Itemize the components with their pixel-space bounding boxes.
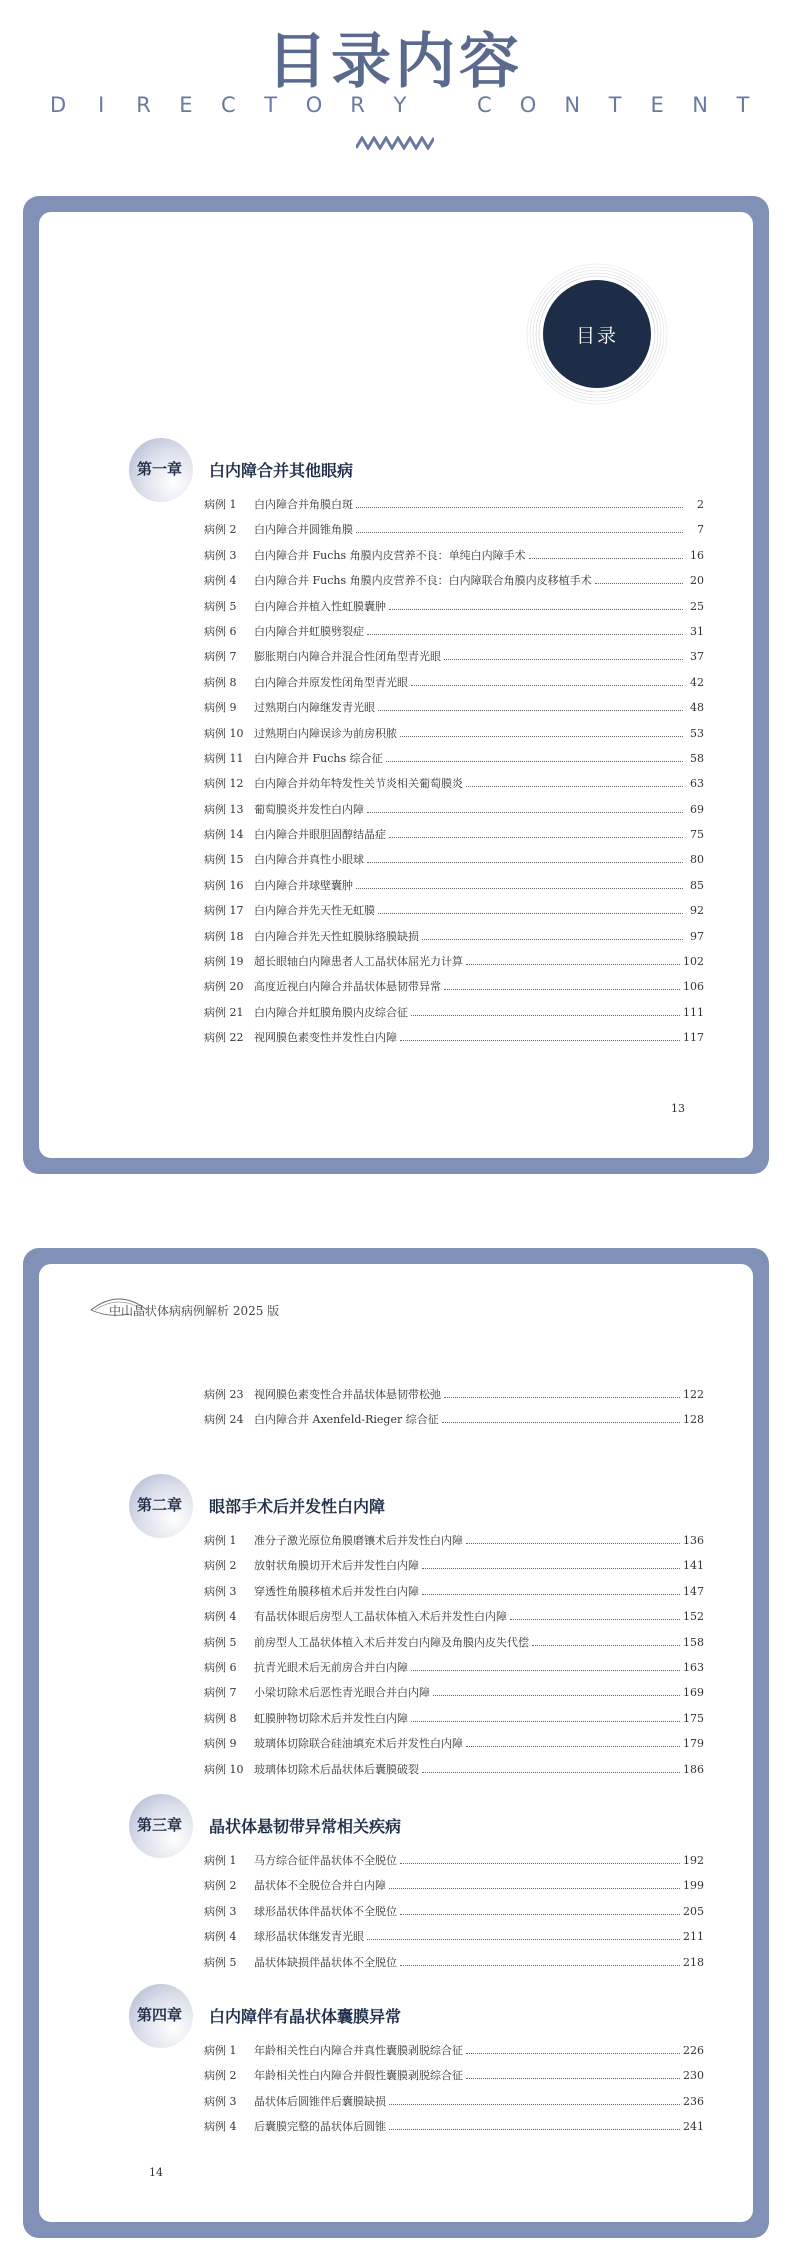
toc-entry[interactable] — [204, 1608, 704, 1633]
toc-entry[interactable] — [204, 1532, 704, 1557]
toc-entry[interactable] — [204, 1954, 704, 1979]
case-title: 白内障合并虹膜劈裂症 — [254, 624, 364, 638]
case-number: 病例 19 — [204, 955, 244, 969]
page-ref: 69 — [690, 802, 704, 816]
case-number: 病例 7 — [204, 1686, 237, 1700]
case-number: 病例 24 — [204, 1413, 244, 1427]
toc-entry[interactable] — [204, 1710, 704, 1735]
case-number: 病例 1 — [204, 2044, 237, 2057]
case-number: 病例 2 — [204, 1879, 237, 1893]
page-ref: 218 — [683, 1955, 704, 1969]
toc-entry[interactable] — [204, 1761, 704, 1786]
dot-leader — [444, 1390, 680, 1398]
chapter-heading-4 — [129, 1984, 609, 2048]
dot-leader — [466, 1536, 680, 1544]
page-ref: 111 — [683, 1005, 704, 1019]
dot-leader — [595, 576, 683, 584]
case-number: 病例 6 — [204, 1660, 237, 1674]
page-ref: 97 — [690, 929, 704, 943]
subtitle-letter: N — [692, 93, 708, 117]
toc-entry[interactable] — [204, 953, 704, 978]
toc-entry[interactable] — [204, 725, 704, 750]
page-ref: 158 — [683, 1635, 704, 1649]
page-ref: 92 — [690, 904, 704, 918]
case-title: 过熟期白内障继发青光眼 — [254, 701, 375, 715]
dot-leader — [411, 1008, 680, 1016]
case-number: 病例 18 — [204, 929, 244, 943]
toc-entry[interactable] — [204, 1386, 704, 1411]
page-ref: 141 — [683, 1559, 704, 1573]
case-title: 后囊膜完整的晶状体后圆锥 — [254, 2120, 386, 2134]
case-title: 白内障合并先天性虹膜脉络膜缺损 — [254, 929, 419, 943]
toc-entry[interactable] — [204, 1557, 704, 1582]
dot-leader — [400, 1856, 680, 1864]
subtitle-letter: C — [477, 93, 492, 117]
dot-leader — [389, 602, 683, 610]
dot-leader — [367, 855, 683, 863]
case-title: 白内障合并真性小眼球 — [254, 853, 364, 867]
case-number: 病例 2 — [204, 523, 237, 537]
dot-leader — [529, 551, 683, 559]
case-number: 病例 2 — [204, 2069, 237, 2083]
toc-entry[interactable] — [204, 496, 704, 521]
page-ref: 75 — [690, 828, 704, 842]
toc-entry[interactable] — [204, 1852, 704, 1877]
subtitle-letter — [435, 93, 449, 117]
case-number: 病例 5 — [204, 1955, 237, 1969]
running-head — [109, 1302, 279, 1319]
toc-entry[interactable] — [204, 877, 704, 902]
case-title: 抗青光眼术后无前房合并白内障 — [254, 1660, 408, 1674]
case-title: 白内障合并 Fuchs 角膜内皮营养不良：白内障联合角膜内皮移植手术 — [254, 574, 592, 588]
subtitle-letter: E — [179, 93, 193, 117]
page-ref: 20 — [690, 574, 704, 588]
dot-leader — [411, 678, 683, 686]
case-title: 白内障合并 Fuchs 综合征 — [254, 751, 383, 765]
toc-list-chapter-2 — [204, 1532, 704, 1786]
page-ref: 42 — [690, 675, 704, 689]
dot-leader — [422, 1587, 680, 1595]
page-ref: 2 — [697, 498, 704, 511]
toc-entry[interactable] — [204, 928, 704, 953]
subtitle-letter: T — [736, 93, 750, 117]
subtitle-letter: O — [305, 93, 323, 117]
page-ref: 7 — [697, 523, 704, 537]
case-number: 病例 4 — [204, 1610, 237, 1624]
toc-entry[interactable] — [204, 1004, 704, 1029]
page-ref: 169 — [683, 1686, 704, 1700]
toc-entry[interactable] — [204, 598, 704, 623]
case-number: 病例 13 — [204, 802, 244, 816]
chapter-title: 白内障伴有晶状体囊膜异常 — [209, 2007, 402, 2026]
dot-leader — [389, 830, 683, 838]
case-number: 病例 8 — [204, 675, 237, 689]
case-title: 白内障合并虹膜角膜内皮综合征 — [254, 1005, 408, 1019]
dot-leader — [356, 525, 683, 533]
case-number: 病例 4 — [204, 574, 237, 588]
directory-header — [0, 0, 790, 170]
dot-leader — [378, 906, 683, 914]
case-number: 病例 21 — [204, 1005, 244, 1019]
case-title: 晶状体后圆锥伴后囊膜缺损 — [254, 2094, 386, 2108]
page-ref: 16 — [690, 548, 704, 562]
dot-leader — [422, 1765, 680, 1773]
toc-entry[interactable] — [204, 1029, 704, 1054]
dot-leader — [510, 1612, 680, 1620]
subtitle-letter: R — [136, 93, 151, 117]
page-ref: 186 — [683, 1762, 704, 1776]
toc-entry[interactable] — [204, 648, 704, 673]
subtitle-letter: I — [98, 93, 105, 117]
page-ref: 128 — [683, 1413, 704, 1427]
toc-list-chapter-3 — [204, 1852, 704, 1979]
case-title: 超长眼轴白内障患者人工晶状体屈光力计算 — [254, 955, 463, 969]
case-number: 病例 1 — [204, 1854, 237, 1867]
page-ref: 211 — [683, 1930, 704, 1944]
toc-entry[interactable] — [204, 572, 704, 597]
page-ref: 31 — [690, 624, 704, 638]
toc-entry[interactable] — [204, 674, 704, 699]
page-ref: 192 — [683, 1854, 704, 1867]
wave-ornament — [356, 136, 434, 150]
case-number: 病例 1 — [204, 1534, 237, 1547]
dot-leader — [444, 982, 680, 990]
case-title: 小梁切除术后恶性青光眼合并白内障 — [254, 1686, 430, 1700]
dot-leader — [389, 2122, 680, 2130]
header-title: 目录内容 — [267, 27, 523, 97]
chapter-title: 白内障合并其他眼病 — [209, 461, 354, 480]
chapter-heading-3 — [129, 1794, 609, 1858]
toc-entry[interactable] — [204, 851, 704, 876]
page-ref: 205 — [683, 1904, 704, 1918]
dot-leader — [422, 1561, 680, 1569]
dot-leader — [466, 1739, 680, 1747]
toc-entry[interactable] — [204, 521, 704, 546]
toc-entry[interactable] — [204, 1634, 704, 1659]
case-number: 病例 12 — [204, 777, 244, 791]
toc-page-14 — [23, 1248, 769, 2238]
page-ref: 163 — [683, 1660, 704, 1674]
case-title: 放射状角膜切开术后并发性白内障 — [254, 1559, 419, 1573]
case-number: 病例 3 — [204, 548, 237, 562]
toc-badge — [523, 260, 671, 408]
case-title: 穿透性角膜移植术后并发性白内障 — [254, 1584, 419, 1598]
toc-entry[interactable] — [204, 1877, 704, 1902]
chapter-number: 第四章 — [137, 2006, 183, 2024]
page-ref: 63 — [690, 777, 704, 791]
toc-entry[interactable] — [204, 902, 704, 927]
page-ref: 106 — [683, 980, 704, 994]
page-ref: 122 — [683, 1388, 704, 1401]
toc-entry[interactable] — [204, 1684, 704, 1709]
toc-list-chapter-4 — [204, 2042, 704, 2144]
page-ref: 226 — [683, 2044, 704, 2057]
case-title: 白内障合并 Axenfeld-Rieger 综合征 — [254, 1413, 439, 1427]
chapter-number: 第二章 — [137, 1496, 183, 1514]
toc-entry[interactable] — [204, 801, 704, 826]
case-title: 年龄相关性白内障合并真性囊膜剥脱综合征 — [254, 2044, 463, 2057]
page-ref: 152 — [683, 1610, 704, 1624]
toc-entry[interactable] — [204, 978, 704, 1003]
dot-leader — [386, 754, 683, 762]
case-title: 视网膜色素变性并发性白内障 — [254, 1031, 397, 1045]
dot-leader — [400, 1907, 680, 1915]
case-number: 病例 6 — [204, 624, 237, 638]
case-number: 病例 7 — [204, 650, 237, 664]
page-ref: 241 — [683, 2120, 704, 2134]
page-ref: 236 — [683, 2094, 704, 2108]
case-number: 病例 2 — [204, 1559, 237, 1573]
case-number: 病例 10 — [204, 726, 244, 740]
case-number: 病例 14 — [204, 828, 244, 842]
dot-leader — [356, 881, 683, 889]
subtitle-letter: T — [264, 93, 278, 117]
subtitle-letter: O — [519, 93, 537, 117]
dot-leader — [356, 500, 683, 508]
page-ref: 80 — [690, 853, 704, 867]
case-title: 视网膜色素变性合并晶状体悬韧带松弛 — [254, 1388, 441, 1401]
case-title: 过熟期白内障误诊为前房积脓 — [254, 726, 397, 740]
running-head-text: 中山晶状体病病例解析 2025 版 — [109, 1304, 280, 1318]
dot-leader — [442, 1415, 680, 1423]
page-number: 14 — [149, 2166, 163, 2179]
page-ref: 53 — [690, 726, 704, 740]
chapter-heading-2 — [129, 1474, 609, 1538]
case-number: 病例 9 — [204, 701, 237, 715]
subtitle-letter: Y — [393, 93, 407, 117]
case-number: 病例 5 — [204, 599, 237, 613]
dot-leader — [367, 805, 683, 813]
case-title: 白内障合并球壁囊肿 — [254, 878, 353, 892]
toc-entry[interactable] — [204, 1903, 704, 1928]
subtitle-letter: N — [564, 93, 581, 117]
toc-list-continued — [204, 1386, 704, 1437]
dot-leader — [532, 1638, 680, 1646]
case-number: 病例 8 — [204, 1711, 237, 1725]
page-ref: 179 — [683, 1737, 704, 1751]
case-number: 病例 4 — [204, 2120, 237, 2134]
dot-leader — [389, 1881, 680, 1889]
toc-entry[interactable] — [204, 775, 704, 800]
page-ref: 230 — [683, 2069, 704, 2083]
subtitle-letter: R — [350, 93, 365, 117]
subtitle-letter: E — [650, 93, 664, 117]
page-ref: 37 — [690, 650, 704, 664]
chapter-number: 第三章 — [137, 1816, 183, 1834]
case-title: 晶状体缺损伴晶状体不全脱位 — [254, 1955, 397, 1969]
case-number: 病例 4 — [204, 1930, 237, 1944]
header-subtitle — [50, 93, 750, 117]
chapter-title: 眼部手术后并发性白内障 — [209, 1497, 386, 1516]
subtitle-letter: D — [50, 93, 67, 117]
case-number: 病例 17 — [204, 904, 244, 918]
toc-badge-label: 目录 — [543, 280, 651, 388]
case-title: 白内障合并角膜白斑 — [254, 498, 353, 511]
page-ref: 147 — [683, 1584, 704, 1598]
case-number: 病例 5 — [204, 1635, 237, 1649]
case-title: 准分子激光原位角膜磨镶术后并发性白内障 — [254, 1534, 463, 1547]
dot-leader — [400, 729, 683, 737]
dot-leader — [411, 1663, 680, 1671]
dot-leader — [411, 1714, 680, 1722]
case-title: 白内障合并圆锥角膜 — [254, 523, 353, 537]
page-ref: 58 — [690, 751, 704, 765]
dot-leader — [378, 703, 683, 711]
toc-entry[interactable] — [204, 699, 704, 724]
case-title: 前房型人工晶状体植入术后并发白内障及角膜内皮失代偿 — [254, 1635, 529, 1649]
case-number: 病例 9 — [204, 1737, 237, 1751]
case-number: 病例 23 — [204, 1388, 244, 1401]
case-title: 白内障合并植入性虹膜囊肿 — [254, 599, 386, 613]
case-title: 膨胀期白内障合并混合性闭角型青光眼 — [254, 650, 441, 664]
case-title: 马方综合征伴晶状体不全脱位 — [254, 1854, 397, 1867]
dot-leader — [367, 627, 683, 635]
dot-leader — [422, 932, 683, 940]
toc-page-13 — [23, 196, 769, 1174]
toc-entry[interactable] — [204, 2042, 704, 2067]
case-title: 葡萄膜炎并发性白内障 — [254, 802, 364, 816]
toc-entry[interactable] — [204, 2067, 704, 2092]
case-number: 病例 1 — [204, 498, 237, 511]
page-ref: 85 — [690, 878, 704, 892]
toc-entry[interactable] — [204, 826, 704, 851]
case-title: 高度近视白内障合并晶状体悬韧带异常 — [254, 980, 441, 994]
subtitle-letter: T — [608, 93, 622, 117]
case-title: 球形晶状体继发青光眼 — [254, 1930, 364, 1944]
page-ref: 25 — [690, 599, 704, 613]
case-title: 虹膜肿物切除术后并发性白内障 — [254, 1711, 408, 1725]
case-title: 有晶状体眼后房型人工晶状体植入术后并发性白内障 — [254, 1610, 507, 1624]
chapter-heading-1 — [129, 438, 609, 502]
case-number: 病例 10 — [204, 1762, 244, 1776]
chapter-title: 晶状体悬韧带异常相关疾病 — [209, 1817, 402, 1836]
toc-list-chapter-1 — [204, 496, 704, 1055]
case-number: 病例 16 — [204, 878, 244, 892]
dot-leader — [466, 779, 683, 787]
case-title: 球形晶状体伴晶状体不全脱位 — [254, 1904, 397, 1918]
case-number: 病例 3 — [204, 1904, 237, 1918]
page-ref: 199 — [683, 1879, 704, 1893]
page-ref: 102 — [683, 955, 704, 969]
case-title: 白内障合并原发性闭角型青光眼 — [254, 675, 408, 689]
subtitle-letter: C — [220, 93, 236, 117]
page-ref: 48 — [690, 701, 704, 715]
case-title: 玻璃体切除联合硅油填充术后并发性白内障 — [254, 1737, 463, 1751]
case-number: 病例 3 — [204, 1584, 237, 1598]
case-number: 病例 3 — [204, 2094, 237, 2108]
page-ref: 117 — [683, 1031, 704, 1045]
case-title: 白内障合并 Fuchs 角膜内皮营养不良：单纯白内障手术 — [254, 548, 526, 562]
case-number: 病例 22 — [204, 1031, 244, 1045]
toc-entry[interactable] — [204, 547, 704, 572]
case-number: 病例 20 — [204, 980, 244, 994]
chapter-number: 第一章 — [137, 460, 183, 478]
dot-leader — [466, 2046, 680, 2054]
dot-leader — [444, 652, 683, 660]
toc-entry[interactable] — [204, 1411, 704, 1436]
toc-entry[interactable] — [204, 1735, 704, 1760]
case-title: 晶状体不全脱位合并白内障 — [254, 1879, 386, 1893]
case-title: 年龄相关性白内障合并假性囊膜剥脱综合征 — [254, 2069, 463, 2083]
toc-entry[interactable] — [204, 1583, 704, 1608]
toc-entry[interactable] — [204, 2093, 704, 2118]
toc-entry[interactable] — [204, 1928, 704, 1953]
dot-leader — [466, 2071, 680, 2079]
case-number: 病例 15 — [204, 853, 244, 867]
dot-leader — [367, 1932, 680, 1940]
case-title: 白内障合并幼年特发性关节炎相关葡萄膜炎 — [254, 777, 463, 791]
toc-entry[interactable] — [204, 750, 704, 775]
dot-leader — [400, 1033, 680, 1041]
page-number: 13 — [671, 1102, 685, 1115]
dot-leader — [433, 1688, 680, 1696]
page-ref: 175 — [683, 1711, 704, 1725]
dot-leader — [400, 1958, 680, 1966]
dot-leader — [466, 957, 680, 965]
page-ref: 136 — [683, 1534, 704, 1547]
toc-entry[interactable] — [204, 623, 704, 648]
dot-leader — [389, 2097, 680, 2105]
case-title: 白内障合并先天性无虹膜 — [254, 904, 375, 918]
toc-entry[interactable] — [204, 1659, 704, 1684]
case-number: 病例 11 — [204, 751, 244, 765]
toc-entry[interactable] — [204, 2118, 704, 2143]
case-title: 白内障合并眼胆固醇结晶症 — [254, 828, 386, 842]
case-title: 玻璃体切除术后晶状体后囊膜破裂 — [254, 1762, 419, 1776]
